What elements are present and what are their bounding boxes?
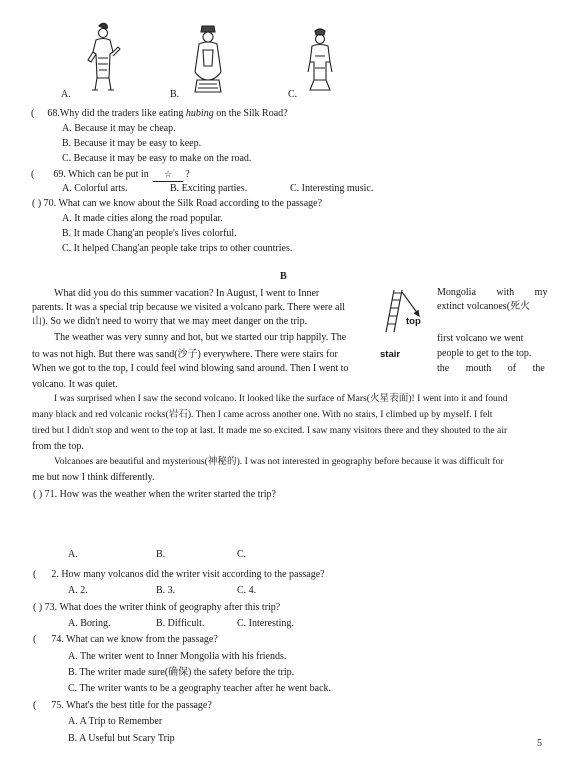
top-label: top [406,316,421,327]
q69-option-c: C. Interesting music. [290,183,374,194]
p2-right-1: first volcano we went [437,333,524,344]
q72-option-a: A. 2. [68,585,88,596]
p3-line-3: tired but I didn't stop and went to the top at last. It made me so excited. I saw many visitors there and they shouted to the air [32,425,508,436]
q69-blank [153,168,183,182]
q69-bracket: ( [31,169,35,180]
section-b-heading: B [280,271,287,282]
q69-stem-b: ? [185,169,190,180]
q69-stem [31,168,190,182]
stairs-icon [378,286,430,336]
figure-a-icon [82,20,128,98]
q68-option-c: C. Because it may be easy to make on the road. [62,153,252,164]
q68-option-a: A. Because it may be cheap. [62,123,176,134]
q70-option-c: C. It helped Chang'an people take trips to other countries. [62,243,293,254]
q69-option-a: A. Colorful arts. [62,183,128,194]
q69-option-b: B. Exciting parties. [170,183,248,194]
q68-option-b: B. Because it may be easy to keep. [62,138,202,149]
q75-option-b: B. A Useful but Scary Trip [68,733,175,744]
figure-b-icon [185,22,231,98]
q72-stem: ( 2. How many volcanos did the writer visit according to the passage? [33,569,325,580]
figure-b [185,22,231,98]
q71-option-b: B. [156,549,166,560]
p4-line-2: me but now I think differently. [32,472,155,483]
q70-option-b: B. It made Chang'an people's lives colorful. [62,228,237,239]
star-icon: ☆ [164,169,173,179]
q69-number: 69. [53,169,66,180]
q72-option-c: C. 4. [237,585,257,596]
q74-option-b: B. The writer made sure(确保) the safety before the trip. [68,667,295,678]
p2-right-2: people to get to the top. [437,348,532,359]
q72-option-b: B. 3. [156,585,176,596]
figure-a [82,20,128,98]
figure-c-icon [300,26,340,96]
q73-option-a: A. Boring. [68,618,111,629]
p3-line-4: from the top. [32,441,84,452]
q68-stem-a: Why did the traders like eating [59,108,186,119]
q75-stem: ( 75. What's the best title for the passage? [33,700,212,711]
p3-line-2: many black and red volcanic rocks(岩石). Then I came across another one. With no stairs, I climbed up by myself. I felt [32,409,493,420]
p1-right-2: extinct volcanoes(死火 [437,301,531,312]
q73-stem: ( ) 73. What does the writer think of geography after this trip? [33,602,281,613]
q74-option-c: C. The writer wants to be a geography teacher after he went back. [68,683,332,694]
figure-a-label: A. [61,89,71,100]
q69-stem-a: Which can be put in [68,169,149,180]
figure-c-label: C. [288,89,298,100]
q71-option-c: C. [237,549,247,560]
p2-right-3: the mouth of the [437,363,545,374]
q68-stem-b: on the Silk Road? [213,108,288,119]
p1-line-2: parents. It was a special trip because we visited a volcano park. There were all [32,302,346,313]
q71-stem: ( ) 71. How was the weather when the writer started the trip? [33,489,276,500]
q70-option-a: A. It made cities along the road popular. [62,213,223,224]
q71-option-a: A. [68,549,78,560]
q68-number: 68. [47,108,60,119]
p1-line-1: What did you do this summer vacation? In August, I went to Inner [54,288,320,299]
q68-stem [31,108,288,120]
figure-c [300,26,340,96]
p4-line-1: Volcanoes are beautiful and mysterious(神秘的). I was not interested in geography before because it was difficult for [54,456,504,467]
p2-line-4: volcano. It was quiet. [32,379,118,390]
q70-stem: ( ) 70. What can we know about the Silk Road according to the passage? [32,198,323,209]
p3-line-1: I was surprised when I saw the second volcano. It looked like the surface of Mars(火星表面)! I went into it and found [54,393,508,404]
p2-line-1: The weather was very sunny and hot, but we started our trip happily. The [54,332,347,343]
q73-option-b: B. Difficult. [156,618,205,629]
p1-line-3: 山). So we didn't need to worry that we may meet danger on the trip. [32,316,308,327]
stair-label: stair [380,349,401,360]
q75-option-a: A. A Trip to Remember [68,716,163,727]
stair-illustration [378,286,430,336]
p2-line-3: When we got to the top, I could feel wind blowing sand around. Then I went to [32,363,349,374]
q74-stem: ( 74. What can we know from the passage? [33,634,218,645]
page-number: 5 [537,738,542,749]
figure-b-label: B. [170,89,180,100]
p2-line-2: to was not high. But there was sand(沙子) everywhere. There were stairs for [32,349,338,360]
q74-option-a: A. The writer went to Inner Mongolia with his friends. [68,651,287,662]
q73-option-c: C. Interesting. [237,618,294,629]
q68-stem-italic: hubing [185,108,214,119]
p1-right-1: Mongolia with my [437,287,548,298]
q68-bracket: ( [31,108,35,119]
